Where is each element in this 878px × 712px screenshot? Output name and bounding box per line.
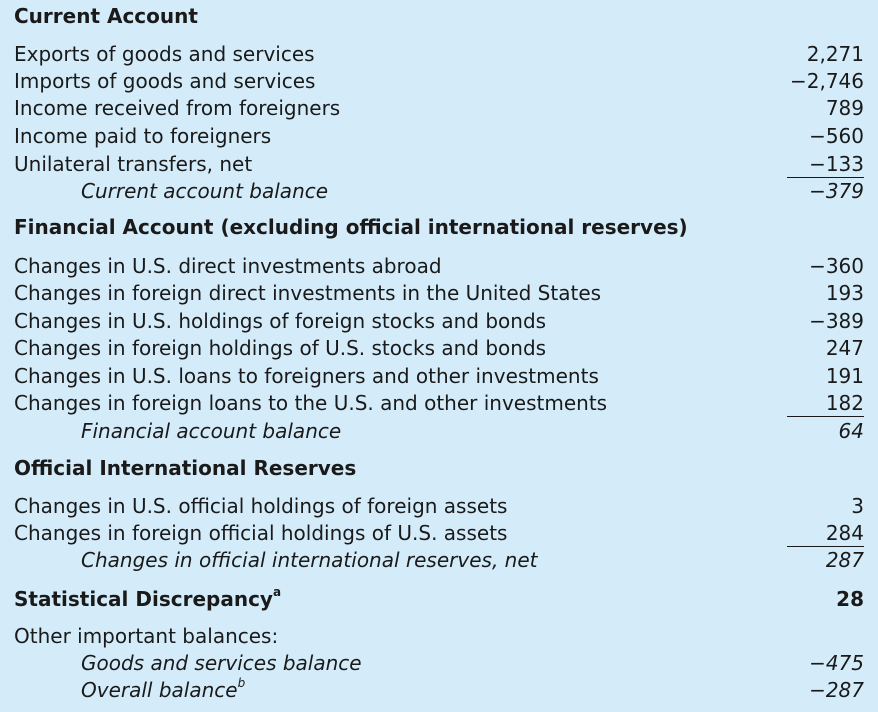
row-value: 3: [851, 494, 864, 518]
table-row: [14, 123, 864, 150]
row-value: 2,271: [806, 42, 864, 66]
row-value: −360: [809, 254, 864, 278]
row-label: Changes in foreign holdings of U.S. stocks and bonds: [14, 336, 547, 360]
row-label: Income received from foreigners: [14, 96, 341, 120]
table-row: [14, 308, 864, 335]
table-row: [14, 390, 864, 417]
goods-services-balance-label: Goods and services balance: [81, 651, 362, 675]
table-row: [14, 335, 864, 362]
row-label: Income paid to foreigners: [14, 124, 272, 148]
footnote-marker: b: [237, 676, 246, 691]
official-reserves-heading: Official International Reserves: [14, 456, 357, 480]
current-account-balance-value: −379: [809, 179, 864, 203]
row-label: Changes in foreign official holdings of U.S. assets: [14, 521, 508, 545]
financial-account-heading-row: [14, 214, 864, 241]
overall-balance-value: −287: [809, 678, 864, 702]
row-label: Changes in foreign direct investments in the United States: [14, 281, 602, 305]
row-value: −560: [809, 124, 864, 148]
current-account-balance-row: [14, 178, 864, 205]
row-label: Imports of goods and services: [14, 69, 316, 93]
statistical-discrepancy-label: Statistical Discrepancy$^a$: [14, 585, 282, 611]
official-reserves-net-label: Changes in official international reserves, net: [81, 548, 538, 572]
row-label: Changes in foreign loans to the U.S. and other investments: [14, 391, 608, 415]
row-label: Changes in U.S. holdings of foreign stocks and bonds: [14, 309, 547, 333]
table-row: [14, 280, 864, 307]
row-label: Exports of goods and services: [14, 42, 315, 66]
table-row: [14, 363, 864, 390]
row-label: Changes in U.S. official holdings of foreign assets: [14, 494, 508, 518]
other-balances-heading-row: [14, 623, 864, 650]
row-label: Changes in U.S. loans to foreigners and other investments: [14, 364, 599, 388]
financial-account-balance-label: Financial account balance: [81, 419, 342, 443]
row-value: 193: [825, 281, 864, 305]
goods-services-balance-value: −475: [809, 651, 864, 675]
table-row: [14, 151, 864, 178]
table-row: [14, 253, 864, 280]
table-row: [14, 41, 864, 68]
financial-account-heading: Financial Account (excluding official international reserves): [14, 215, 688, 239]
table-row: [14, 493, 864, 520]
row-value: 182: [825, 391, 864, 415]
table-row: [14, 68, 864, 95]
table-row: [14, 95, 864, 122]
row-value: 247: [825, 336, 864, 360]
financial-account-balance-value: 64: [838, 419, 864, 443]
row-value: −2,746: [789, 69, 864, 93]
other-balances-heading: Other important balances:: [14, 624, 279, 648]
current-account-heading-row: [14, 3, 864, 30]
statistical-discrepancy-value: 28: [836, 587, 864, 611]
row-value: −389: [809, 309, 864, 333]
official-reserves-heading-row: [14, 455, 864, 482]
official-reserves-net-row: [14, 547, 864, 574]
table-row: [14, 520, 864, 547]
financial-account-balance-row: [14, 418, 864, 445]
goods-services-balance-row: [14, 650, 864, 677]
subtotal-rule: [787, 416, 864, 417]
row-value: 789: [825, 96, 864, 120]
row-label: Unilateral transfers, net: [14, 152, 253, 176]
overall-balance-label: Overall balance$^b$: [81, 676, 246, 702]
row-value: 284: [825, 521, 864, 545]
current-account-heading: Current Account: [14, 4, 198, 28]
row-value: −133: [809, 152, 864, 176]
row-label: Changes in U.S. direct investments abroad: [14, 254, 442, 278]
current-account-balance-label: Current account balance: [81, 179, 329, 203]
footnote-marker: a: [272, 585, 282, 600]
official-reserves-net-value: 287: [825, 548, 864, 572]
statistical-discrepancy-row: [14, 586, 864, 613]
overall-balance-row: [14, 677, 864, 704]
row-value: 191: [825, 364, 864, 388]
